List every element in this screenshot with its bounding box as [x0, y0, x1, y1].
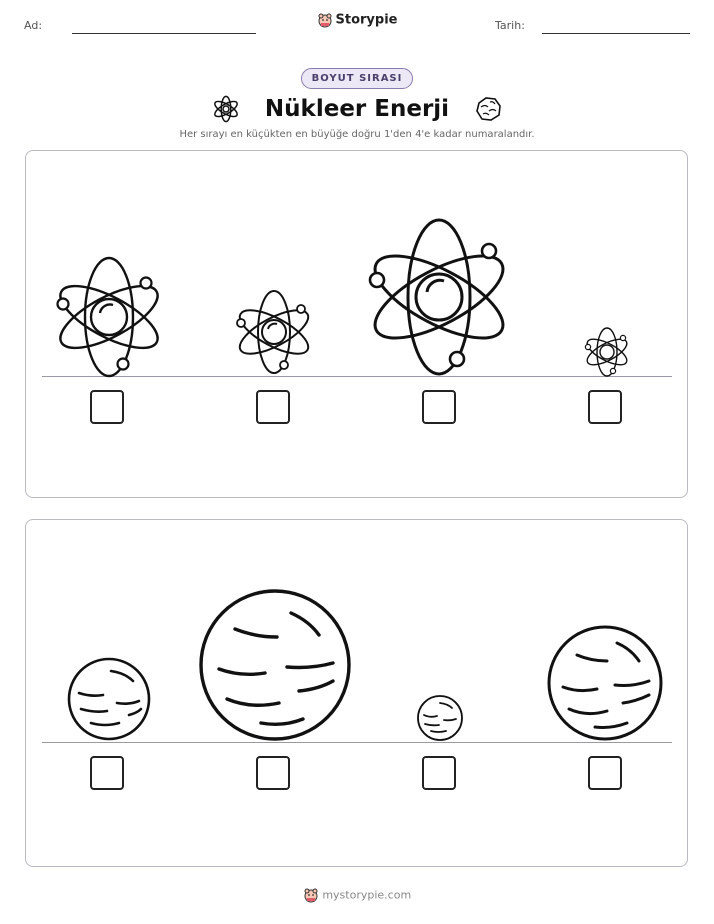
uranium-ball-icon: [546, 624, 664, 742]
uranium-ball-icon: [416, 694, 464, 742]
uranium-ball-icon: [198, 588, 352, 742]
atom-icon: [211, 94, 241, 124]
storypie-logo-icon: [317, 12, 333, 28]
ground-line: [42, 742, 672, 743]
uranium-row-panel: [25, 519, 688, 867]
date-field[interactable]: [542, 33, 690, 34]
number-box[interactable]: [256, 390, 290, 424]
title-text: Nükleer Enerji: [264, 96, 450, 122]
atom-row-panel: [25, 150, 688, 498]
uranium-rock-icon: [473, 95, 503, 123]
name-field[interactable]: [72, 33, 256, 34]
name-label: Ad:: [24, 19, 43, 32]
footer-url[interactable]: mystorypie.com: [322, 888, 412, 902]
atom-icon: [54, 255, 164, 379]
storypie-logo-icon: [303, 887, 319, 903]
number-box[interactable]: [256, 756, 290, 790]
number-box[interactable]: [422, 756, 456, 790]
number-box[interactable]: [90, 390, 124, 424]
brand-name: Storypie: [335, 12, 398, 28]
number-box[interactable]: [588, 390, 622, 424]
number-box[interactable]: [90, 756, 124, 790]
category-badge: BOYUT SIRASI: [301, 68, 414, 89]
instructions: Her sırayı en küçükten en büyüğe doğru 1'den 4'e kadar numaralandır.: [179, 129, 535, 140]
number-box[interactable]: [588, 756, 622, 790]
brand: [0, 12, 714, 28]
footer: [0, 887, 714, 903]
number-box[interactable]: [422, 390, 456, 424]
date-label: Tarih:: [495, 19, 525, 32]
atom-icon: [234, 289, 314, 375]
atom-icon: [366, 217, 512, 377]
atom-icon: [583, 327, 631, 377]
page-title: [0, 94, 714, 124]
uranium-ball-icon: [66, 656, 152, 742]
